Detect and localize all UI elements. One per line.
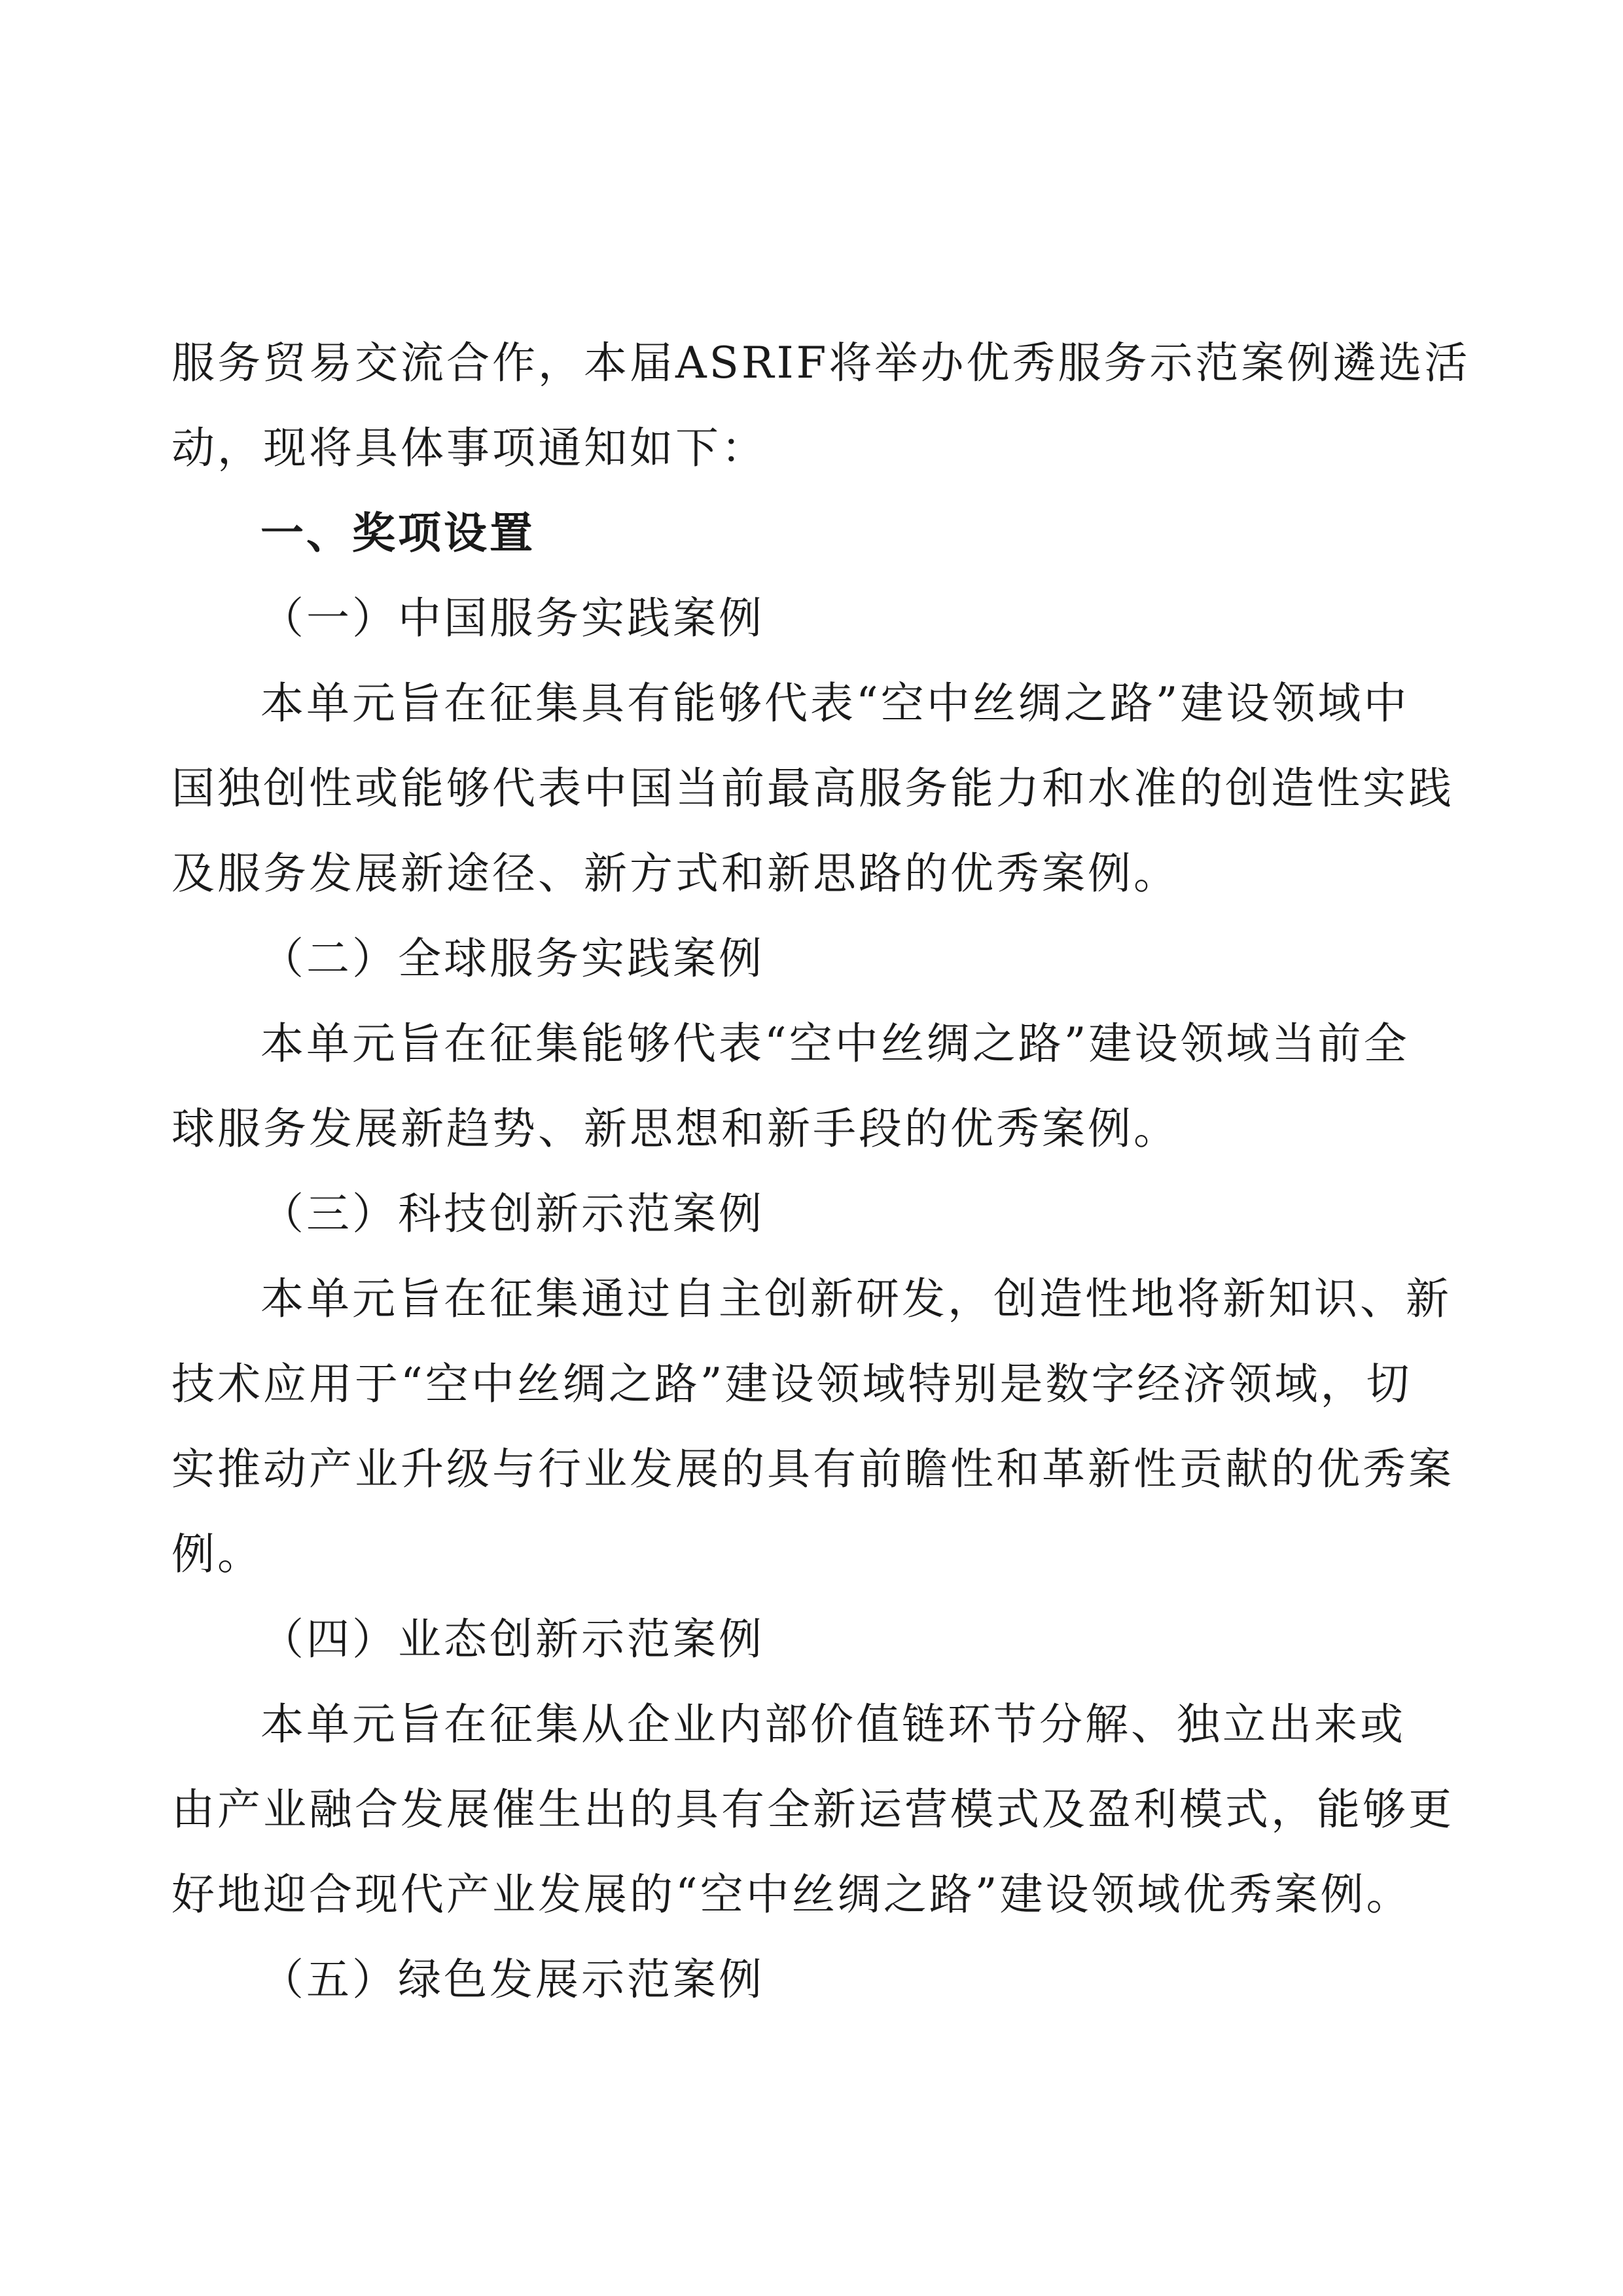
subsection-heading: （五）绿色发展示范案例 xyxy=(260,1954,764,2005)
body-text-line: 本单元旨在征集从企业内部价值链环节分解、独立出来或 xyxy=(260,1699,1406,1749)
body-text-line: 技术应用于“空中丝绸之路”建设领域特别是数字经济领域，切 xyxy=(171,1359,1412,1409)
subsection-heading: （一）中国服务实践案例 xyxy=(260,593,764,643)
body-text-line: 服务贸易交流合作，本届ASRIF将举办优秀服务示范案例遴选活 xyxy=(171,338,1471,388)
body-text-line: 国独创性或能够代表中国当前最高服务能力和水准的创造性实践 xyxy=(171,763,1454,814)
body-text-line: 好地迎合现代产业发展的“空中丝绸之路”建设领域优秀案例。 xyxy=(171,1869,1412,1920)
body-text-line: 球服务发展新趋势、新思想和新手段的优秀案例。 xyxy=(171,1103,1179,1154)
section-heading: 一、奖项设置 xyxy=(260,508,535,558)
body-text-line: 本单元旨在征集通过自主创新研发，创造性地将新知识、新 xyxy=(260,1274,1452,1324)
body-text-line: 本单元旨在征集能够代表“空中丝绸之路”建设领域当前全 xyxy=(260,1018,1410,1069)
body-text-line: 由产业融合发展催生出的具有全新运营模式及盈利模式，能够更 xyxy=(171,1784,1454,1835)
body-text-line: 例。 xyxy=(171,1529,263,1579)
body-text-line: 动，现将具体事项通知如下： xyxy=(171,423,767,473)
body-text-line: 实推动产业升级与行业发展的具有前瞻性和革新性贡献的优秀案 xyxy=(171,1444,1454,1494)
body-text-line: 本单元旨在征集具有能够代表“空中丝绸之路”建设领域中 xyxy=(260,678,1410,728)
subsection-heading: （四）业态创新示范案例 xyxy=(260,1614,764,1664)
subsection-heading: （二）全球服务实践案例 xyxy=(260,933,764,984)
subsection-heading: （三）科技创新示范案例 xyxy=(260,1189,764,1239)
body-text-line: 及服务发展新途径、新方式和新思路的优秀案例。 xyxy=(171,848,1179,899)
